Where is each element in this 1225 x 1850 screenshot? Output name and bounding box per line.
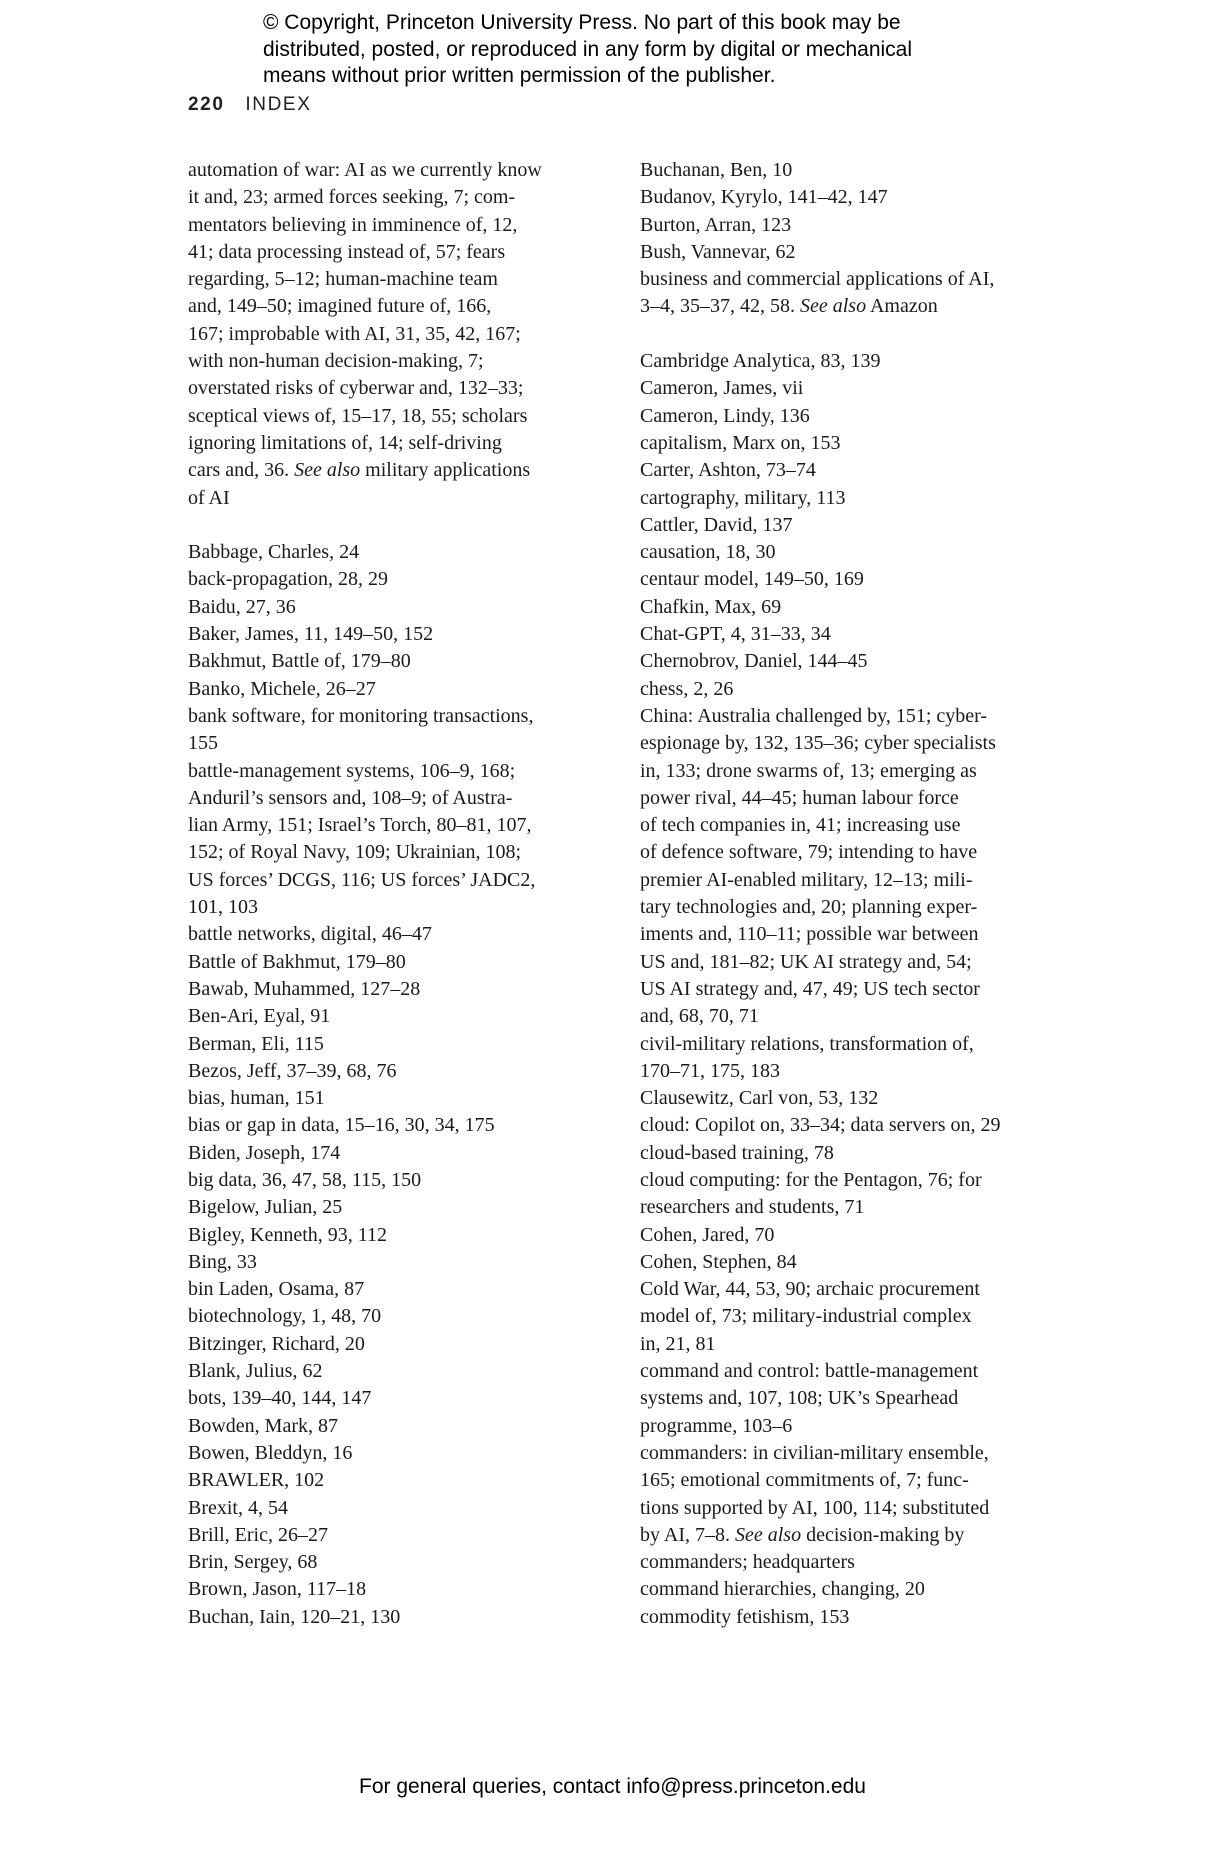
index-entry-line: US AI strategy and, 47, 49; US tech sector [640, 977, 980, 1000]
index-entry [188, 1222, 608, 1249]
index-entry [640, 1249, 1060, 1276]
index-entry [640, 1440, 1060, 1576]
index-column-left [188, 157, 608, 1631]
index-entry-line: business and commercial applications of AI, [640, 268, 995, 291]
index-entry [188, 1549, 608, 1576]
copyright-line: means without prior written permission of the publisher. [263, 64, 776, 87]
index-entry [640, 457, 1060, 484]
index-entry-line: in, 133; drone swarms of, 13; emerging as [640, 759, 977, 782]
index-entry-line: US forces’ DCGS, 116; US forces’ JADC2, [188, 868, 536, 891]
index-entry [640, 184, 1060, 211]
index-entry-line: commanders: in civilian-military ensemble, [640, 1441, 989, 1464]
index-entry [188, 1194, 608, 1221]
index-entry-line: cloud computing: for the Pentagon, 76; for [640, 1168, 982, 1191]
index-entry [188, 758, 608, 922]
index-entry-line: bias, human, 151 [188, 1087, 325, 1110]
index-entry-line: sceptical views of, 15–17, 18, 55; scholars [188, 404, 528, 427]
index-entry [640, 212, 1060, 239]
index-entry [640, 621, 1060, 648]
index-entry-line: bots, 139–40, 144, 147 [188, 1387, 372, 1410]
index-entry-line: Bowden, Mark, 87 [188, 1414, 338, 1437]
index-entry [188, 921, 608, 948]
index-entry [188, 1467, 608, 1494]
index-entry-line: China: Australia challenged by, 151; cyber- [640, 704, 988, 727]
index-entry [640, 703, 1060, 1031]
index-entry-line: centaur model, 149–50, 169 [640, 568, 864, 591]
index-entry [188, 1058, 608, 1085]
index-entry-line: BRAWLER, 102 [188, 1469, 325, 1492]
index-entry-line: power rival, 44–45; human labour force [640, 786, 959, 809]
index-entry-line: Blank, Julius, 62 [188, 1360, 323, 1383]
index-entry-line: Bowen, Bleddyn, 16 [188, 1441, 353, 1464]
index-entry-line: Chat-GPT, 4, 31–33, 34 [640, 623, 831, 646]
index-entry [640, 1576, 1060, 1603]
index-entry [640, 157, 1060, 184]
index-entry-line: Cohen, Jared, 70 [640, 1223, 775, 1246]
index-entry-line: Budanov, Kyrylo, 141–42, 147 [640, 186, 888, 209]
index-entry-line: tions supported by AI, 100, 114; substituted [640, 1496, 990, 1519]
index-entry [640, 348, 1060, 375]
index-entry-line: Buchan, Iain, 120–21, 130 [188, 1605, 401, 1628]
index-entry [188, 1331, 608, 1358]
index-entry [188, 1031, 608, 1058]
index-entry-line: civil-military relations, transformation of, [640, 1032, 974, 1055]
copyright-notice [263, 10, 1023, 90]
index-entry [188, 1003, 608, 1030]
index-entry [640, 1112, 1060, 1139]
index-entry-line: Bezos, Jeff, 37–39, 68, 76 [188, 1059, 397, 1082]
index-entry-line: automation of war: AI as we currently know [188, 159, 542, 181]
index-entry-line: biotechnology, 1, 48, 70 [188, 1305, 382, 1328]
index-entry [188, 1167, 608, 1194]
index-entry [188, 1576, 608, 1603]
index-entry-line: with non-human decision-making, 7; [188, 350, 484, 373]
index-entry-line: 170–71, 175, 183 [640, 1059, 780, 1082]
index-entry-line: Baker, James, 11, 149–50, 152 [188, 623, 434, 646]
index-entry [640, 403, 1060, 430]
index-entry [188, 1303, 608, 1330]
index-column-right [640, 157, 1060, 1631]
index-entry-line: causation, 18, 30 [640, 541, 776, 564]
running-head [188, 94, 311, 116]
index-entry-line: ignoring limitations of, 14; self-driving [188, 431, 502, 454]
index-entry-line: Babbage, Charles, 24 [188, 541, 360, 564]
index-entry [640, 539, 1060, 566]
index-entry-line: Brill, Eric, 26–27 [188, 1523, 328, 1546]
index-entry-line: Bitzinger, Richard, 20 [188, 1332, 365, 1355]
index-entry-line: lian Army, 151; Israel’s Torch, 80–81, 107, [188, 814, 532, 837]
index-entry [188, 1249, 608, 1276]
index-entry-line: Brown, Jason, 117–18 [188, 1578, 367, 1601]
index-entry [188, 621, 608, 648]
index-entry [640, 648, 1060, 675]
index-entry-line: and, 149–50; imagined future of, 166, [188, 295, 492, 318]
index-entry-line: 101, 103 [188, 896, 258, 919]
footer-contact: For general queries, contact info@press.princeton.edu [359, 1775, 866, 1798]
index-entry [640, 1358, 1060, 1440]
index-entry [188, 1522, 608, 1549]
index-entry [188, 976, 608, 1003]
index-entry-line: by AI, 7–8. See also decision-making by [640, 1523, 965, 1546]
index-entry [640, 430, 1060, 457]
index-entry [188, 1604, 608, 1631]
index-entry-line: Bigley, Kenneth, 93, 112 [188, 1223, 388, 1246]
index-entry [188, 1385, 608, 1412]
index-entry [640, 512, 1060, 539]
index-entry-line: systems and, 107, 108; UK’s Spearhead [640, 1387, 959, 1410]
index-entry-line: model of, 73; military-industrial complex [640, 1305, 972, 1328]
index-entry-line: Bing, 33 [188, 1250, 257, 1273]
index-entry [188, 1413, 608, 1440]
index-entry-line: bin Laden, Osama, 87 [188, 1278, 365, 1301]
page-number: 220 [188, 94, 225, 115]
index-entry-line: 3–4, 35–37, 42, 58. See also Amazon [640, 295, 938, 318]
index-entry-line: big data, 36, 47, 58, 115, 150 [188, 1168, 422, 1191]
index-entry [640, 676, 1060, 703]
index-entry [640, 1031, 1060, 1086]
index-entry [188, 1085, 608, 1112]
index-entry-line: mentators believing in imminence of, 12, [188, 213, 518, 236]
index-entry [188, 1276, 608, 1303]
section-title: INDEX [245, 94, 312, 115]
see-also-marker: See also [800, 295, 867, 318]
index-entry-line: Anduril’s sensors and, 108–9; of Austra- [188, 786, 513, 809]
index-entry-line: Baidu, 27, 36 [188, 595, 296, 618]
index-entry-line: command hierarchies, changing, 20 [640, 1578, 925, 1601]
index-entry [640, 1222, 1060, 1249]
index-entry-line: bank software, for monitoring transactions, [188, 704, 534, 727]
index-entry-line: Brexit, 4, 54 [188, 1496, 288, 1519]
index-entry-line: of defence software, 79; intending to have [640, 841, 978, 864]
index-entry [640, 266, 1060, 321]
index-entry-line: Cameron, Lindy, 136 [640, 404, 810, 427]
index-entry [640, 239, 1060, 266]
index-entry-line: Cold War, 44, 53, 90; archaic procurement [640, 1278, 980, 1301]
index-entry-line: Bawab, Muhammed, 127–28 [188, 977, 421, 1000]
index-entry-line: iments and, 110–11; possible war between [640, 923, 979, 946]
index-entry-line: Cattler, David, 137 [640, 513, 793, 536]
index-entry-line: tary technologies and, 20; planning exper- [640, 896, 978, 919]
index-entry-line: cars and, 36. See also military applications [188, 459, 531, 482]
index-entry [640, 594, 1060, 621]
index-entry-line: Bigelow, Julian, 25 [188, 1196, 343, 1219]
index-entry [188, 1358, 608, 1385]
index-entry [188, 566, 608, 593]
index-entry-line: commodity fetishism, 153 [640, 1605, 850, 1628]
index-entry [188, 949, 608, 976]
index-entry-line: regarding, 5–12; human-machine team [188, 268, 498, 291]
index-entry-line: chess, 2, 26 [640, 677, 734, 700]
index-entry-line: bias or gap in data, 15–16, 30, 34, 175 [188, 1114, 495, 1137]
index-entry-line: 165; emotional commitments of, 7; func- [640, 1469, 969, 1492]
index-entry [188, 1440, 608, 1467]
index-entry-line: cloud-based training, 78 [640, 1141, 834, 1164]
index-entry-line: battle networks, digital, 46–47 [188, 923, 432, 946]
index-entry [188, 703, 608, 758]
index-entry-line: Cambridge Analytica, 83, 139 [640, 350, 881, 373]
index-entry-line: Ben-Ari, Eyal, 91 [188, 1005, 331, 1028]
index-entry-line: Chafkin, Max, 69 [640, 595, 782, 618]
index-entry-line: Bakhmut, Battle of, 179–80 [188, 650, 411, 673]
index-entry-line: Carter, Ashton, 73–74 [640, 459, 816, 482]
index-entry-line: capitalism, Marx on, 153 [640, 431, 841, 454]
index-entry-line: and, 68, 70, 71 [640, 1005, 759, 1028]
index-entry-line: 41; data processing instead of, 57; fears [188, 240, 506, 263]
index-entry-line: Biden, Joseph, 174 [188, 1141, 341, 1164]
index-entry-line: 152; of Royal Navy, 109; Ukrainian, 108; [188, 841, 522, 864]
letter-group-separator [188, 512, 608, 539]
index-entry-line: commanders; headquarters [640, 1551, 855, 1574]
index-entry [640, 1085, 1060, 1112]
index-entry [640, 1167, 1060, 1222]
index-entry-line: it and, 23; armed forces seeking, 7; com- [188, 186, 516, 209]
index-entry-line: Burton, Arran, 123 [640, 213, 792, 236]
index-entry [188, 676, 608, 703]
index-entry-line: battle-management systems, 106–9, 168; [188, 759, 516, 782]
index-entry [188, 1495, 608, 1522]
index-entry-line: Cameron, James, vii [640, 377, 804, 400]
index-entry-line: US and, 181–82; UK AI strategy and, 54; [640, 950, 972, 973]
copyright-line: distributed, posted, or reproduced in any form by digital or mechanical [263, 37, 913, 61]
index-entry-line: espionage by, 132, 135–36; cyber specialists [640, 732, 996, 755]
see-also-marker: See also [294, 459, 361, 482]
index-entry [188, 539, 608, 566]
index-entry-line: Battle of Bakhmut, 179–80 [188, 950, 406, 973]
index-entry-line: premier AI-enabled military, 12–13; mili- [640, 868, 973, 891]
index-entry-line: Cohen, Stephen, 84 [640, 1250, 797, 1273]
copyright-line: © Copyright, Princeton University Press. No part of this book may be [263, 11, 901, 34]
see-also-marker: See also [735, 1523, 802, 1546]
index-entry-line: in, 21, 81 [640, 1332, 716, 1355]
index-entry-line: back-propagation, 28, 29 [188, 568, 388, 591]
index-entry-line: Chernobrov, Daniel, 144–45 [640, 650, 868, 673]
index-entry-line: Banko, Michele, 26–27 [188, 677, 376, 700]
index-entry [188, 1140, 608, 1167]
index-entry [188, 594, 608, 621]
index-entry-line: Brin, Sergey, 68 [188, 1551, 318, 1574]
index-entry [188, 1112, 608, 1139]
index-entry-line: researchers and students, 71 [640, 1196, 865, 1219]
index-entry [640, 1604, 1060, 1631]
index-entry-line: 167; improbable with AI, 31, 35, 42, 167; [188, 322, 521, 345]
index-entry [640, 1140, 1060, 1167]
index-entry-line: cartography, military, 113 [640, 486, 846, 509]
index-entry-line: Clausewitz, Carl von, 53, 132 [640, 1087, 879, 1110]
index-entry-line: programme, 103–6 [640, 1414, 793, 1437]
index-entry-line: Berman, Eli, 115 [188, 1032, 324, 1055]
index-entry-line: of tech companies in, 41; increasing use [640, 814, 961, 837]
index-entry-line: overstated risks of cyberwar and, 132–33; [188, 377, 524, 400]
index-entry-line: 155 [188, 732, 218, 755]
index-entry [188, 157, 608, 512]
index-entry [640, 375, 1060, 402]
index-entry [188, 648, 608, 675]
letter-group-separator [640, 321, 1060, 348]
index-entry [640, 1276, 1060, 1358]
index-entry-line: of AI [188, 486, 230, 509]
index-entry-line: cloud: Copilot on, 33–34; data servers on, 29 [640, 1114, 1001, 1137]
index-entry [640, 566, 1060, 593]
index-entry-line: Buchanan, Ben, 10 [640, 159, 793, 181]
index-entry [640, 485, 1060, 512]
index-entry-line: command and control: battle-management [640, 1360, 979, 1383]
index-entry-line: Bush, Vannevar, 62 [640, 240, 796, 263]
